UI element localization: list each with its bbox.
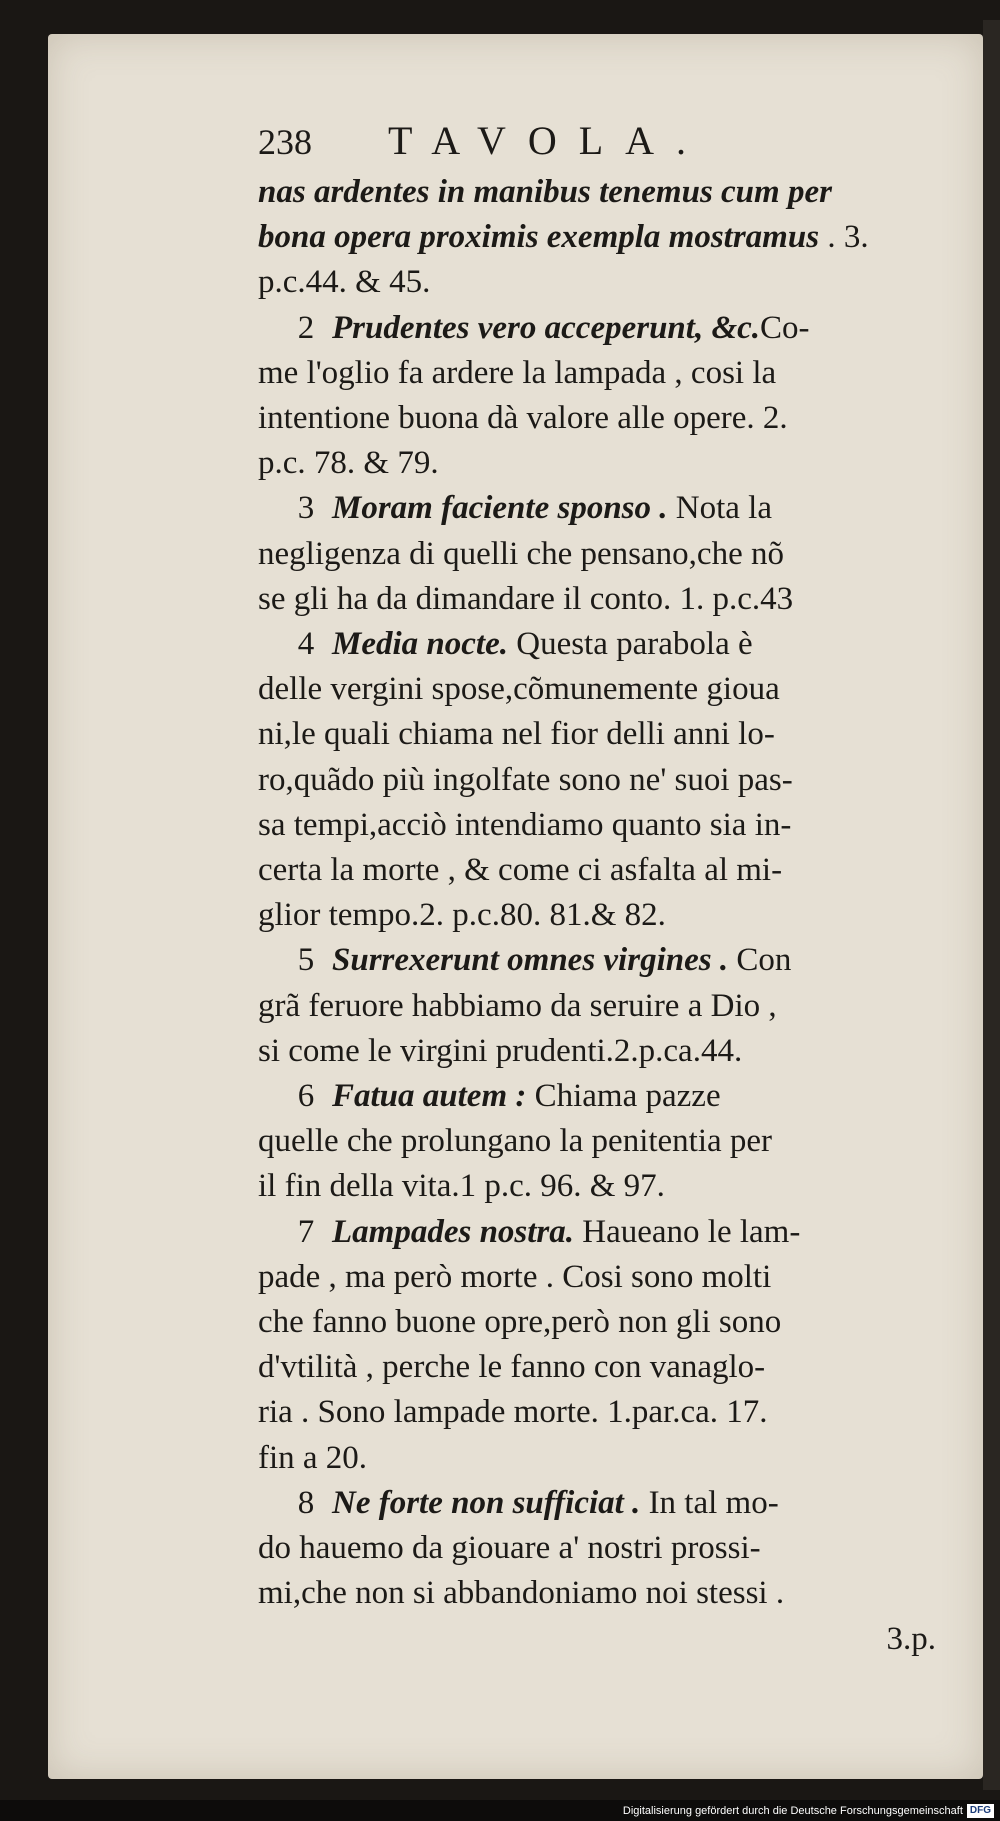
latin-quote: Moram faciente sponso . <box>332 490 668 527</box>
text-line <box>258 1345 948 1390</box>
text-segment: . 3. <box>819 219 869 256</box>
text-line <box>258 577 948 622</box>
text-line <box>258 170 948 215</box>
text-segment: glior tempo.2. p.c.80. 81.& 82. <box>258 897 666 934</box>
text-segment: Nota la <box>667 490 772 527</box>
entry-start-line <box>258 1210 948 1255</box>
entry-start-line <box>258 306 948 351</box>
text-line <box>258 1390 948 1435</box>
dfg-logo: DFG <box>967 1804 994 1818</box>
entry-start-line <box>258 622 948 667</box>
text-segment: Chiama pazze <box>526 1078 721 1115</box>
text-segment: sa tempi,acciò intendiamo quanto sia in- <box>258 806 792 843</box>
text-segment: In tal mo- <box>640 1484 779 1521</box>
entry-number: 5 <box>297 942 315 979</box>
text-line <box>258 1164 948 1209</box>
entry-number: 4 <box>297 626 315 663</box>
text-segment: d'vtilità , perche le fanno con vanaglo- <box>258 1349 766 1386</box>
text-segment: Co- <box>760 309 810 346</box>
text-line <box>258 441 948 486</box>
entry-start-line <box>258 1074 948 1119</box>
latin-quote: Fatua autem : <box>332 1078 527 1115</box>
text-segment: certa la morte , & come ci asfalta al mi- <box>258 852 783 889</box>
catchword: 3.p. <box>886 1620 936 1657</box>
text-segment: do hauemo da giouare a' nostri prossi- <box>258 1530 761 1567</box>
text-line <box>258 1255 948 1300</box>
text-segment: fin a 20. <box>258 1439 368 1476</box>
text-line <box>258 351 948 396</box>
page-header <box>258 118 948 168</box>
text-segment: Questa parabola è <box>507 626 753 663</box>
text-segment: delle vergini spose,cõmunemente giouа <box>258 671 780 708</box>
entry-number: 7 <box>297 1213 315 1250</box>
text-segment: si come le virgini prudenti.2.p.ca.44. <box>258 1032 743 1069</box>
text-segment: grã feruore habbiamo da seruire a Dio , <box>258 987 777 1024</box>
entry-start-line <box>258 1481 948 1526</box>
entry-start-line <box>258 938 948 983</box>
text-segment: ni,le quali chiama nel fior delli anni lo- <box>258 716 775 753</box>
text-line <box>258 667 948 712</box>
text-segment: negligenza di quelli che pensano,che nõ <box>258 535 784 572</box>
latin-quote: Ne forte non sufficiat . <box>332 1484 641 1521</box>
text-line <box>258 1029 948 1074</box>
text-segment: me l'oglio fa ardere la lampada , cosi la <box>258 354 777 391</box>
text-segment: p.c. 78. & 79. <box>258 445 439 482</box>
text-segment: pade , ma però morte . Cosi sono molti <box>258 1258 772 1295</box>
text-segment: se gli ha da dimandare il conto. 1. p.c.43 <box>258 580 794 617</box>
text-line <box>258 215 948 260</box>
body-text <box>258 170 948 1617</box>
entry-number: 3 <box>297 490 315 527</box>
entry-number: 8 <box>297 1484 315 1521</box>
entry-number: 2 <box>297 309 315 346</box>
entry-start-line <box>258 486 948 531</box>
text-segment: Con <box>728 942 792 979</box>
text-line <box>258 1119 948 1164</box>
credit-text: Digitalisierung gefördert durch die Deutsche Forschungsgemeinschaft <box>622 1805 963 1817</box>
text-line <box>258 758 948 803</box>
text-segment: Haueano le lam- <box>574 1213 801 1250</box>
text-segment: che fanno buone opre,però non gli sono <box>258 1304 782 1341</box>
text-line <box>258 848 948 893</box>
text-segment: ria . Sono lampade morte. 1.par.ca. 17. <box>258 1394 768 1431</box>
text-line <box>258 803 948 848</box>
text-line <box>258 1436 948 1481</box>
text-line <box>258 1300 948 1345</box>
text-line <box>258 893 948 938</box>
page-text <box>258 118 948 1662</box>
latin-quote: Prudentes vero acceperunt, &c. <box>332 309 761 346</box>
scan-edge <box>983 20 1000 1790</box>
text-line <box>258 712 948 757</box>
text-segment: il fin della vita.1 p.c. 96. & 97. <box>258 1168 665 1205</box>
text-segment: p.c.44. & 45. <box>258 264 431 301</box>
funding-credit <box>623 1803 994 1819</box>
running-title: TAVOLA. <box>388 118 709 163</box>
text-segment: ro,quãdo più ingolfate sono ne' suoi pas- <box>258 761 793 798</box>
text-line <box>258 532 948 577</box>
page-number: 238 <box>258 122 312 162</box>
latin-quote: Surrexerunt omnes virgines . <box>332 942 729 979</box>
latin-quote: nas ardentes in manibus tenemus cum per <box>258 174 832 210</box>
text-line <box>258 984 948 1029</box>
text-segment: mi,che non si abbandoniamo noi stessi . <box>258 1575 785 1612</box>
latin-quote: Media nocte. <box>332 626 508 663</box>
text-segment: intentione buona dà valore alle opere. 2. <box>258 400 788 437</box>
latin-quote: Lampades nostra. <box>332 1213 575 1250</box>
text-segment: quelle che prolungano la penitentia per <box>258 1123 773 1160</box>
text-line <box>258 1526 948 1571</box>
text-line <box>258 260 948 305</box>
latin-quote: bona opera proximis exempla mostramus <box>258 219 820 256</box>
entry-number: 6 <box>297 1078 315 1115</box>
text-line <box>258 1571 948 1616</box>
text-line <box>258 396 948 441</box>
